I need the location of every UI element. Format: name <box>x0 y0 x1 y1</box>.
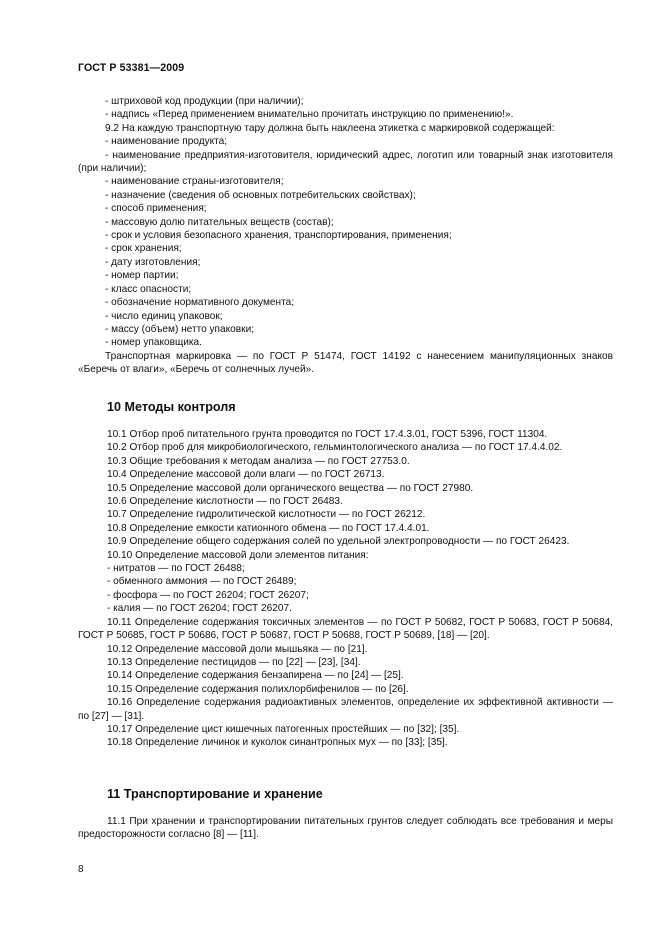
list-item: - массовую долю питательных веществ (состав); <box>105 216 334 228</box>
list-item: - обменного аммония — по ГОСТ 26489; <box>107 576 297 588</box>
document-header: ГОСТ Р 53381—2009 <box>78 62 185 74</box>
list-item: - класс опасности; <box>105 283 192 295</box>
list-item: - наименование предприятия-изготовителя, юридический адрес, логотип или товарный знак изготовителя (при наличии); <box>78 149 613 175</box>
clause: 10.17 Определение цист кишечных патогенных простейших — по [32]; [35]. <box>107 723 460 735</box>
list-item: - штриховой код продукции (при наличии); <box>105 96 304 107</box>
clause: 10.2 Отбор проб для микробиологического, гельминтологического анализа — по ГОСТ 17.4.4.02. <box>107 442 563 454</box>
list-item: - способ применения; <box>105 203 207 215</box>
clause: 11.1 При хранении и транспортировании питательных грунтов следует соблюдать все требования и меры предосторожности согласно [8] — [11]. <box>78 816 613 841</box>
clause: 10.7 Определение гидролитической кислотности — по ГОСТ 26212. <box>107 509 426 521</box>
clause: 10.6 Определение кислотности — по ГОСТ 26483. <box>107 496 343 508</box>
clause: 10.12 Определение массовой доли мышьяка — по [21]. <box>107 643 368 655</box>
clause-9-2: 9.2 На каждую транспортную тару должна быть наклеена этикетка с маркировкой содержащей: <box>105 122 555 134</box>
list-item: - номер упаковщика. <box>105 337 202 349</box>
list-item: - номер партии; <box>105 270 179 282</box>
section-11-body <box>78 815 613 842</box>
list-item: - калия — по ГОСТ 26204; ГОСТ 26207. <box>107 603 292 615</box>
clause: 10.4 Определение массовой доли влаги — по ГОСТ 26713. <box>107 469 385 481</box>
section-10-body <box>78 428 613 750</box>
marking-requirements-block <box>78 95 613 377</box>
clause: 10.18 Определение личинок и куколок синантропных мух — по [33]; [35]. <box>107 737 448 749</box>
list-item: - срок и условия безопасного хранения, транспортирования, применения; <box>105 230 452 242</box>
list-item: - нитратов — по ГОСТ 26488; <box>107 563 245 575</box>
list-item: - дату изготовления; <box>105 256 201 268</box>
list-item: - срок хранения; <box>105 243 182 255</box>
clause: 10.11 Определение содержания токсичных элементов — по ГОСТ Р 50682, ГОСТ Р 50683, ГОСТ Р 50684, ГОСТ Р 50685, ГОСТ Р 50686, ГОСТ Р 50687, ГОСТ Р 50688, ГОСТ Р 50689, [18] — [20]. <box>78 616 613 642</box>
clause: 10.16 Определение содержания радиоактивных элементов, определение их эффективной активности — по [27] — [31]. <box>78 697 613 722</box>
transport-marking-paragraph: Транспортная маркировка — по ГОСТ Р 51474, ГОСТ 14192 с нанесением манипуляционных знаков «Беречь от влаги», «Беречь от солнечных лучей». <box>78 350 613 376</box>
clause: 10.1 Отбор проб питательного грунта проводится по ГОСТ 17.4.3.01, ГОСТ 5396, ГОСТ 11304. <box>107 429 548 440</box>
list-item: - надпись «Перед применением внимательно прочитать инструкцию по применению!». <box>105 109 514 121</box>
list-item: - назначение (сведения об основных потребительских свойствах); <box>105 189 416 201</box>
section-10-title: 10 Методы контроля <box>107 400 236 414</box>
clause: 10.5 Определение массовой доли органического вещества — по ГОСТ 27980. <box>107 482 474 494</box>
clause: 10.8 Определение емкости катионного обмена — по ГОСТ 17.4.4.01. <box>107 522 430 534</box>
list-item: - наименование страны-изготовителя; <box>105 176 284 188</box>
list-item: - фосфора — по ГОСТ 26204; ГОСТ 26207; <box>107 589 309 601</box>
clause: 10.3 Общие требования к методам анализа — по ГОСТ 27753.0. <box>107 455 410 467</box>
clause: 10.14 Определение содержания бензапирена — по [24] — [25]. <box>107 670 404 682</box>
list-item: - массу (объем) нетто упаковки; <box>105 323 255 335</box>
section-11-title: 11 Транспортирование и хранение <box>107 787 323 801</box>
clause: 10.9 Определение общего содержания солей по удельной электропроводности — по ГОСТ 26423. <box>107 536 570 548</box>
clause: 10.10 Определение массовой доли элементов питания: <box>107 549 369 561</box>
clause: 10.15 Определение содержания полихлорбифенилов — по [26]. <box>107 683 409 695</box>
page-number: 8 <box>78 864 84 875</box>
list-item: - наименование продукта; <box>105 136 228 148</box>
list-item: - обозначение нормативного документа; <box>105 297 295 309</box>
clause: 10.13 Определение пестицидов — по [22] — [23], [34]. <box>107 656 361 668</box>
list-item: - число единиц упаковок; <box>105 310 223 322</box>
